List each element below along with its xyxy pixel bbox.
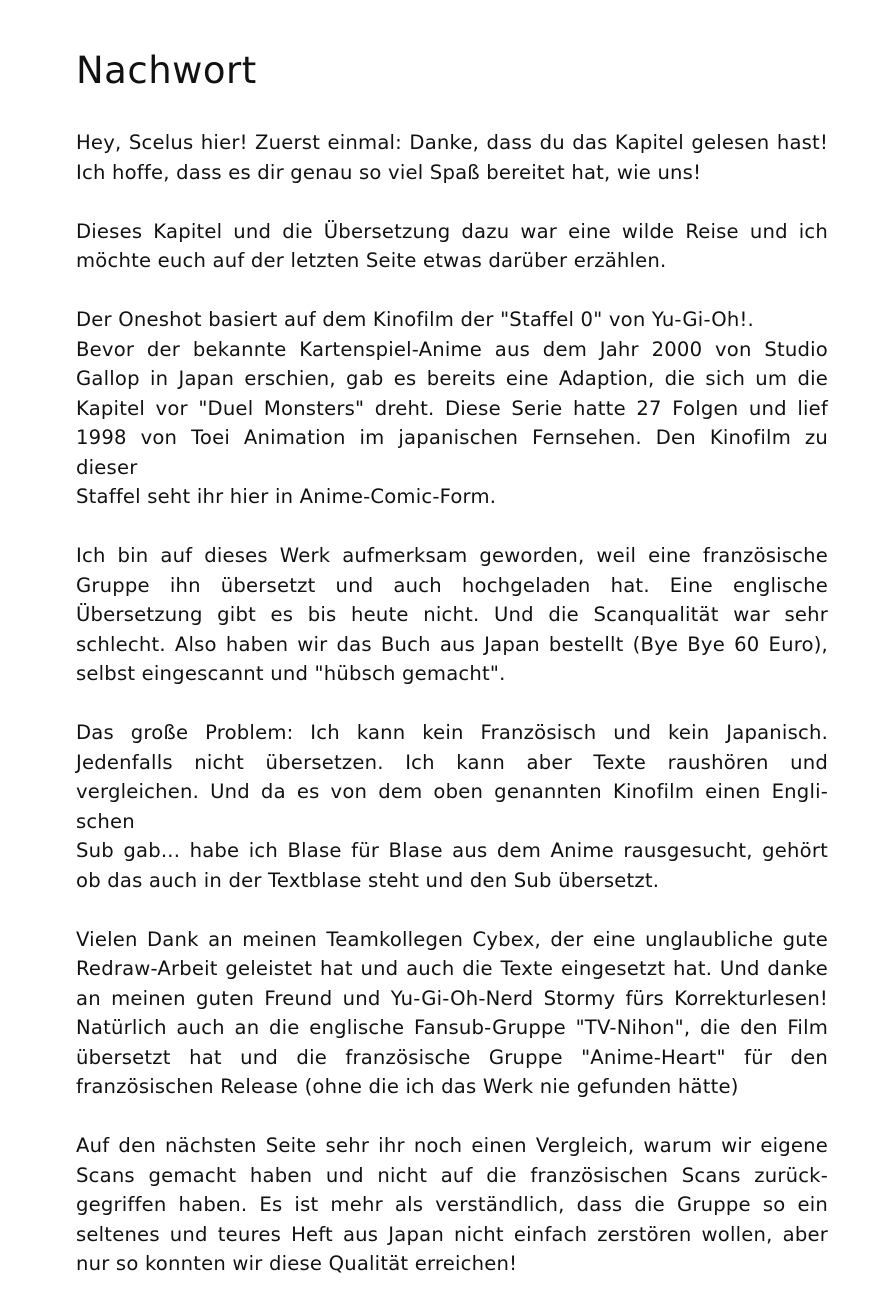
- afterword-page: [76, 48, 828, 1308]
- text-line: Das große Problem: Ich kann kein Französisch und kein Japanisch.: [76, 721, 828, 744]
- text-line: Übersetzung gibt es bis heute nicht. Und die Scanqualität war sehr: [76, 603, 828, 626]
- text-line: gegriffen haben. Es ist mehr als verständlich, dass die Gruppe so ein: [76, 1193, 828, 1216]
- text-line: Bevor der bekannte Kartenspiel-Anime aus dem Jahr 2000 von Studio: [76, 337, 828, 361]
- paragraph: [76, 128, 828, 187]
- text-line: Jedenfalls nicht übersetzen. Ich kann aber Texte raushören und: [76, 750, 828, 774]
- text-line: Auf den nächsten Seite sehr ihr noch einen Vergleich, warum wir eigene: [76, 1134, 828, 1157]
- text-line: französischen Release (ohne die ich das Werk nie gefunden hätte): [76, 1075, 739, 1098]
- text-line: Kapitel vor "Duel Monsters" dreht. Diese Serie hatte 27 Folgen und lief: [76, 396, 828, 420]
- text-line: Vielen Dank an meinen Teamkollegen Cybex, der eine unglaubliche gute: [76, 927, 828, 951]
- text-line: ob das auch in der Textblase steht und den Sub übersetzt.: [76, 868, 660, 892]
- text-line: Scans gemacht haben und nicht auf die französischen Scans zurück-: [76, 1163, 828, 1187]
- paragraph: [76, 541, 828, 689]
- text-line: Natürlich auch an die englische Fansub-Gruppe "TV-Nihon", die den Film: [76, 1016, 828, 1039]
- text-line: 1998 von Toei Animation im japanischen Fernsehen. Den Kinofilm zu dieser: [76, 426, 828, 479]
- text-line: seltenes und teures Heft aus Japan nicht einfach zerstören wollen, aber: [76, 1222, 828, 1246]
- text-line: Sub gab... habe ich Blase für Blase aus dem Anime rausgesucht, gehört: [76, 839, 828, 862]
- text-line: vergleichen. Und da es von dem oben genannten Kinofilm einen Engli-schen: [76, 780, 828, 833]
- paragraph: [76, 925, 828, 1102]
- text-line: Gruppe ihn übersetzt und auch hochgeladen hat. Eine englische: [76, 573, 828, 597]
- text-line: schlecht. Also haben wir das Buch aus Japan bestellt (Bye Bye 60 Euro),: [76, 632, 828, 656]
- text-line: Hey, Scelus hier! Zuerst einmal: Danke, dass du das Kapitel gelesen hast!: [76, 131, 828, 154]
- text-line: Redraw-Arbeit geleistet hat und auch die Texte eingesetzt hat. Und danke: [76, 957, 828, 980]
- text-line: Gallop in Japan erschien, gab es bereits eine Adaption, die sich um die: [76, 367, 828, 390]
- paragraph: [76, 305, 828, 512]
- text-line: Der Oneshot basiert auf dem Kinofilm der "Staffel 0" von Yu-Gi-Oh!.: [76, 308, 754, 331]
- text-line: an meinen guten Freund und Yu-Gi-Oh-Nerd Stormy fürs Korrekturlesen!: [76, 986, 828, 1010]
- text-line: Dieses Kapitel und die Übersetzung dazu war eine wilde Reise und ich: [76, 219, 828, 243]
- page-title: Nachwort: [76, 49, 257, 92]
- text-line: Ich bin auf dieses Werk aufmerksam geworden, weil eine französische: [76, 544, 828, 567]
- text-line: nur so konnten wir diese Qualität erreichen!: [76, 1252, 518, 1275]
- paragraph: [76, 217, 828, 276]
- paragraph: [76, 1131, 828, 1279]
- text-line: möchte euch auf der letzten Seite etwas darüber erzählen.: [76, 249, 667, 272]
- text-line: Staffel seht ihr hier in Anime-Comic-Form.: [76, 485, 497, 508]
- text-line: selbst eingescannt und "hübsch gemacht".: [76, 662, 506, 685]
- paragraph: [76, 718, 828, 895]
- text-line: Ich hoffe, dass es dir genau so viel Spaß bereitet hat, wie uns!: [76, 160, 702, 184]
- text-line: übersetzt hat und die französische Gruppe "Anime-Heart" für den: [76, 1045, 828, 1069]
